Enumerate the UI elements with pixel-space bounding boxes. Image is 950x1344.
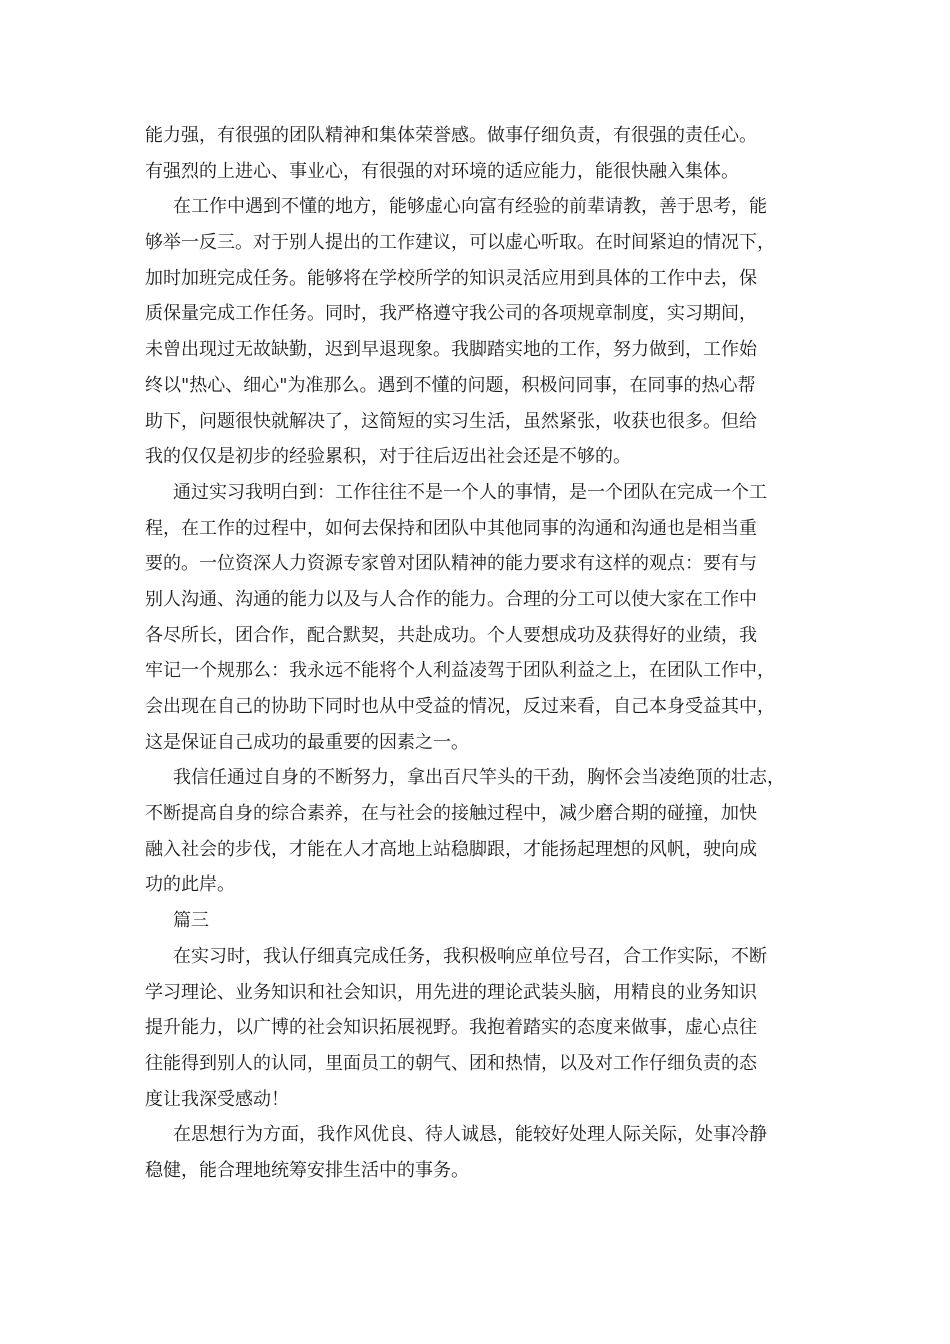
text-line: 我信任通过自身的不断努力，拿出百尺竿头的干劲，胸怀会当凌绝顶的壮志， [173,767,785,789]
text-line: 各尽所长，团合作，配合默契，共赴成功。个人要想成功及获得好的业绩，我 [145,624,757,646]
text-line: 终以"热心、细心"为准那么。遇到不懂的问题，积极问同事，在同事的热心帮 [145,374,756,396]
text-line: 够举一反三。对于别人提出的工作建议，可以虚心听取。在时间紧迫的情况下， [145,232,775,254]
text-line: 有强烈的上进心、事业心，有很强的对环境的适应能力，能很快融入集体。 [145,160,739,182]
text-line: 度让我深受感动！ [145,1088,289,1110]
text-line: 融入社会的步伐，才能在人才高地上站稳脚跟，才能扬起理想的风帆，驶向成 [145,838,757,860]
text-line: 不断提高自身的综合素养，在与社会的接触过程中，减少磨合期的碰撞，加快 [145,803,757,825]
text-line: 在思想行为方面，我作风优良、待人诚恳，能较好处理人际关际，处事冷静 [173,1124,767,1146]
text-line: 在工作中遇到不懂的地方，能够虚心向富有经验的前辈请教，善于思考，能 [173,196,767,218]
text-line: 加时加班完成任务。能够将在学校所学的知识灵活应用到具体的工作中去，保 [145,267,757,289]
text-line: 未曾出现过无故缺勤，迟到早退现象。我脚踏实地的工作，努力做到，工作始 [145,339,757,361]
text-line: 在实习时，我认仔细真完成任务，我积极响应单位号召，合工作实际，不断 [173,945,767,967]
text-line: 稳健，能合理地统筹安排生活中的事务。 [145,1159,469,1181]
text-line: 助下，问题很快就解决了，这简短的实习生活，虽然紧张，收获也很多。但给 [145,410,757,432]
text-line: 要的。一位资深人力资源专家曾对团队精神的能力要求有这样的观点：要有与 [145,553,757,575]
text-line: 通过实习我明白到：工作往往不是一个人的事情，是一个团队在完成一个工 [173,481,767,503]
text-line: 提升能力，以广博的社会知识拓展视野。我抱着踏实的态度来做事，虚心点往 [145,1017,757,1039]
text-line: 会出现在自己的协助下同时也从中受益的情况，反过来看，自己本身受益其中， [145,696,775,717]
text-line: 学习理论、业务知识和社会知识，用先进的理论武装头脑，用精良的业务知识 [145,981,757,1003]
document-body [145,118,815,1189]
section-heading: 篇三 [173,910,209,932]
text-line: 往能得到别人的认同，里面员工的朝气、团和热情，以及对工作仔细负责的态 [145,1052,757,1074]
text-line: 质保量完成工作任务。同时，我严格遵守我公司的各项规章制度，实习期间， [145,303,757,325]
text-line: 功的此岸。 [145,874,235,896]
text-line: 别人沟通、沟通的能力以及与人合作的能力。合理的分工可以使大家在工作中 [145,588,757,610]
text-line: 能力强，有很强的团队精神和集体荣誉感。做事仔细负责，有很强的责任心。 [145,125,757,146]
text-line: 这是保证自己成功的最重要的因素之一。 [145,731,469,753]
text-line: 程，在工作的过程中，如何去保持和团队中其他同事的沟通和沟通也是相当重 [145,517,757,539]
text-line: 我的仅仅是初步的经验累积，对于往后迈出社会还是不够的。 [145,446,631,468]
text-line: 牢记一个规那么：我永远不能将个人利益凌驾于团队利益之上，在团队工作中， [145,660,775,682]
